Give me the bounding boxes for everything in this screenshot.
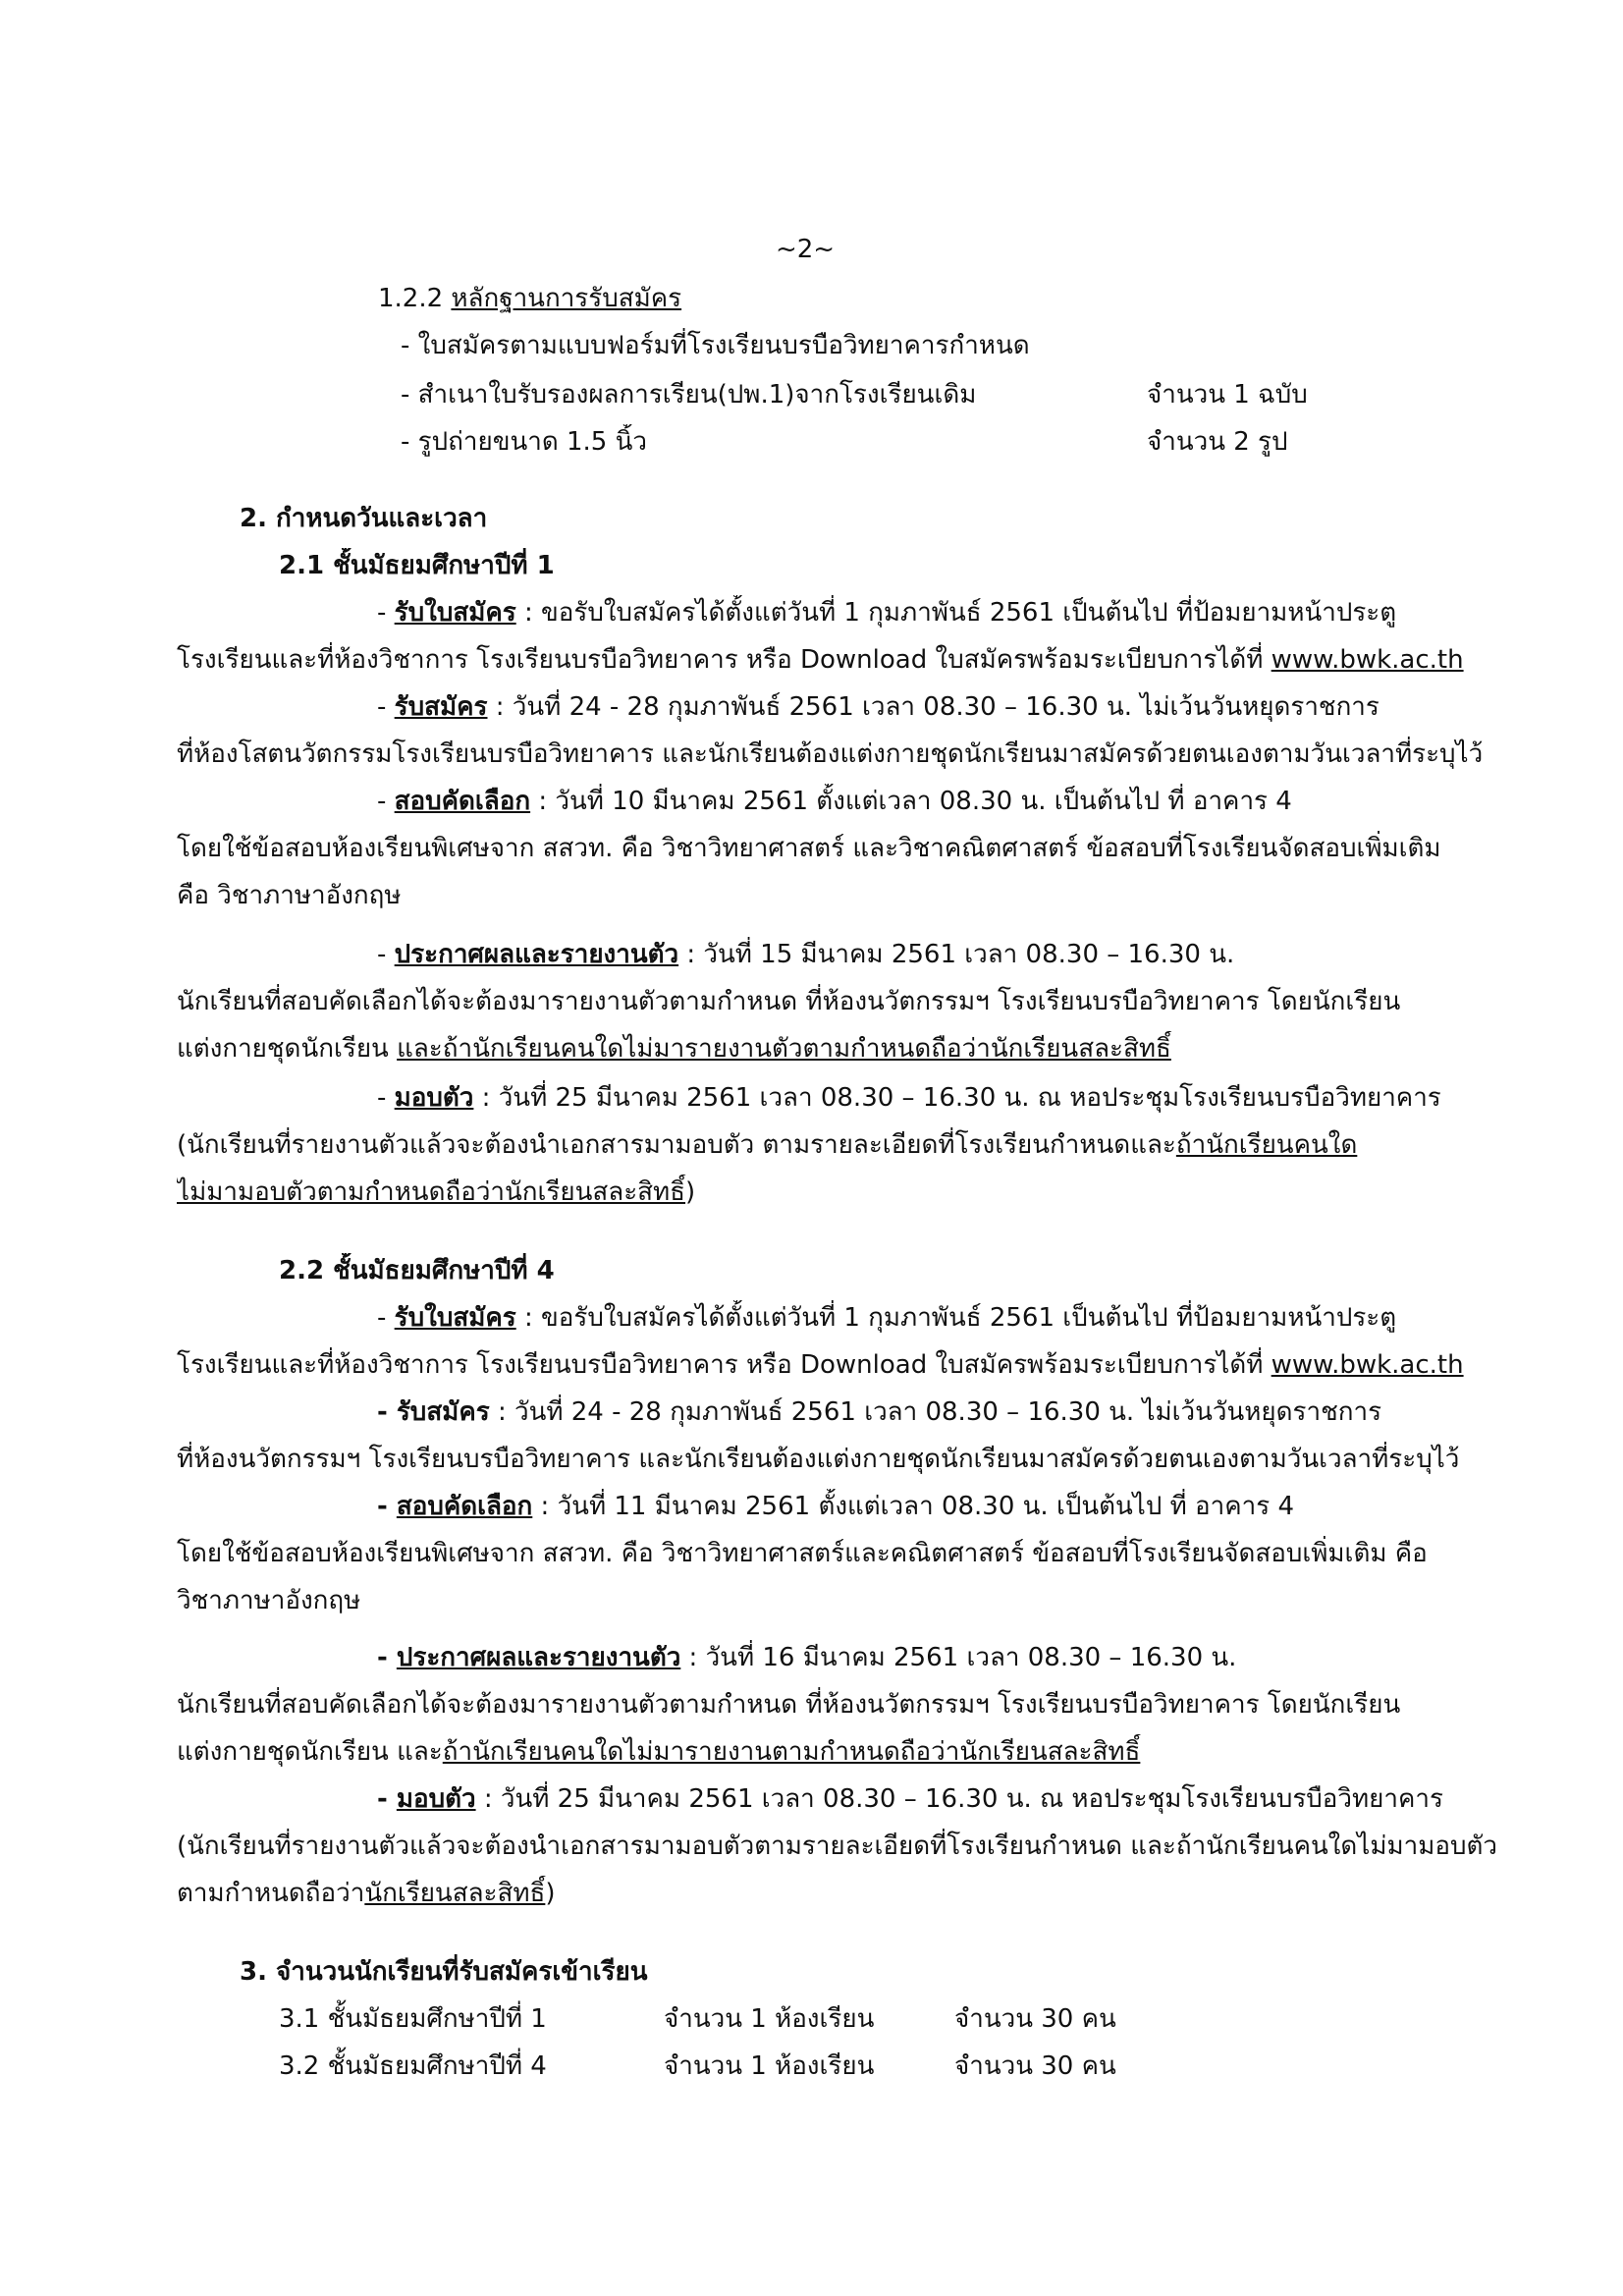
evidence-item-2-qty: จำนวน 1 ฉบับ: [1147, 380, 1308, 410]
m4-report-line-2: (นักเรียนที่รายงานตัวแล้วจะต้องนำเอกสารมามอบตัวตามรายละเอียดที่โรงเรียนกำหนด และถ้านักเรียนคนใดไม่มามอบตัว: [177, 1831, 1498, 1861]
section-2-2-title: 2.2 ชั้นมัธยมศึกษาปีที่ 4: [279, 1256, 555, 1285]
m1-report-line-2: (นักเรียนที่รายงานตัวแล้วจะต้องนำเอกสารมามอบตัว ตามรายละเอียดที่โรงเรียนกำหนดและถ้านักเรียนคนใด: [177, 1130, 1358, 1160]
section-3-row-2-level: 3.2 ชั้นมัธยมศึกษาปีที่ 4: [279, 2051, 547, 2081]
m1-apply-label: รับสมัคร: [394, 692, 488, 722]
m4-website-link[interactable]: www.bwk.ac.th: [1271, 1350, 1464, 1380]
section-2-title: 2. กำหนดวันและเวลา: [240, 504, 488, 533]
m1-report-line-1: - มอบตัว : วันที่ 25 มีนาคม 2561 เวลา 08.30 – 16.30 น. ณ หอประชุมโรงเรียนบรบือวิทยาคาร: [377, 1083, 1441, 1113]
section-3-row-2-students: จำนวน 30 คน: [954, 2051, 1116, 2081]
evidence-item-1: - ใบสมัครตามแบบฟอร์มที่โรงเรียนบรบือวิทยาคารกำหนด: [401, 331, 1030, 360]
m4-report-label: มอบตัว: [396, 1784, 476, 1814]
evidence-item-3: - รูปถ่ายขนาด 1.5 นิ้ว: [401, 427, 647, 457]
m4-receive-line-2: โรงเรียนและที่ห้องวิชาการ โรงเรียนบรบือวิทยาคาร หรือ Download ใบสมัครพร้อมระเบียบการได้ที่ www.bwk.ac.th: [177, 1350, 1464, 1380]
m4-exam-label: สอบคัดเลือก: [396, 1492, 533, 1521]
m4-receive-label: รับใบสมัคร: [394, 1303, 516, 1333]
m1-announce-line-2: นักเรียนที่สอบคัดเลือกได้จะต้องมารายงานตัวตามกำหนด ที่ห้องนวัตกรรมฯ โรงเรียนบรบือวิทยาคาร โดยนักเรียน: [177, 987, 1401, 1016]
m4-exam-line-1: - สอบคัดเลือก : วันที่ 11 มีนาคม 2561 ตั้งแต่เวลา 08.30 น. เป็นต้นไป ที่ อาคาร 4: [377, 1492, 1295, 1521]
m1-apply-line-2: ที่ห้องโสตนวัตกรรมโรงเรียนบรบือวิทยาคาร และนักเรียนต้องแต่งกายชุดนักเรียนมาสมัครด้วยตนเองตามวันเวลาที่ระบุไว้: [177, 739, 1484, 769]
m1-receive-line-1: - รับใบสมัคร : ขอรับใบสมัครได้ตั้งแต่วันที่ 1 กุมภาพันธ์ 2561 เป็นต้นไป ที่ป้อมยามหน้าประตู: [377, 598, 1397, 628]
m4-announce-line-2: นักเรียนที่สอบคัดเลือกได้จะต้องมารายงานตัวตามกำหนด ที่ห้องนวัตกรรมฯ โรงเรียนบรบือวิทยาคาร โดยนักเรียน: [177, 1690, 1401, 1720]
evidence-number: 1.2.2: [378, 284, 444, 313]
section-3-row-1-level: 3.1 ชั้นมัธยมศึกษาปีที่ 1: [279, 2004, 547, 2034]
section-3-row-1-rooms: จำนวน 1 ห้องเรียน: [664, 2004, 875, 2034]
evidence-title: หลักฐานการรับสมัคร: [451, 284, 682, 313]
m4-announce-label: ประกาศผลและรายงานตัว: [396, 1643, 681, 1672]
m4-exam-line-3: วิชาภาษาอังกฤษ: [177, 1586, 361, 1615]
m1-receive-label: รับใบสมัคร: [394, 598, 516, 628]
page-number: ~2~: [775, 235, 836, 264]
m1-website-link[interactable]: www.bwk.ac.th: [1271, 645, 1464, 675]
m1-announce-line-3: แต่งกายชุดนักเรียน และถ้านักเรียนคนใดไม่มารายงานตัวตามกำหนดถือว่านักเรียนสละสิทธิ์: [177, 1034, 1171, 1064]
m1-exam-line-3: คือ วิชาภาษาอังกฤษ: [177, 881, 402, 910]
m1-apply-line-1: - รับสมัคร : วันที่ 24 - 28 กุมภาพันธ์ 2561 เวลา 08.30 – 16.30 น. ไม่เว้นวันหยุดราชการ: [377, 692, 1380, 722]
m1-announce-label: ประกาศผลและรายงานตัว: [394, 940, 679, 969]
m4-announce-line-3: แต่งกายชุดนักเรียน และถ้านักเรียนคนใดไม่มารายงานตามกำหนดถือว่านักเรียนสละสิทธิ์: [177, 1737, 1141, 1767]
m4-report-line-1: - มอบตัว : วันที่ 25 มีนาคม 2561 เวลา 08.30 – 16.30 น. ณ หอประชุมโรงเรียนบรบือวิทยาคาร: [377, 1784, 1443, 1814]
m1-receive-line-2: โรงเรียนและที่ห้องวิชาการ โรงเรียนบรบือวิทยาคาร หรือ Download ใบสมัครพร้อมระเบียบการได้ที่ www.bwk.ac.th: [177, 645, 1464, 675]
m1-report-line-3: ไม่มามอบตัวตามกำหนดถือว่านักเรียนสละสิทธิ์): [177, 1177, 696, 1207]
section-3-title: 3. จำนวนนักเรียนที่รับสมัครเข้าเรียน: [240, 1957, 648, 1987]
evidence-item-2: - สำเนาใบรับรองผลการเรียน(ปพ.1)จากโรงเรียนเดิม: [401, 380, 977, 410]
m4-apply-label: รับสมัคร: [396, 1397, 490, 1427]
m4-report-line-3: ตามกำหนดถือว่านักเรียนสละสิทธิ์): [177, 1879, 556, 1908]
m4-announce-line-1: - ประกาศผลและรายงานตัว : วันที่ 16 มีนาคม 2561 เวลา 08.30 – 16.30 น.: [377, 1643, 1237, 1672]
m1-exam-line-1: - สอบคัดเลือก : วันที่ 10 มีนาคม 2561 ตั้งแต่เวลา 08.30 น. เป็นต้นไป ที่ อาคาร 4: [377, 787, 1292, 816]
m1-announce-line-1: - ประกาศผลและรายงานตัว : วันที่ 15 มีนาคม 2561 เวลา 08.30 – 16.30 น.: [377, 940, 1235, 969]
m1-report-label: มอบตัว: [394, 1083, 474, 1113]
section-3-row-1-students: จำนวน 30 คน: [954, 2004, 1116, 2034]
m4-exam-line-2: โดยใช้ข้อสอบห้องเรียนพิเศษจาก สสวท. คือ วิชาวิทยาศาสตร์และคณิตศาสตร์ ข้อสอบที่โรงเรียนจัดสอบเพิ่มเติม คือ: [177, 1539, 1428, 1568]
evidence-heading: [378, 281, 1623, 318]
section-3-row-2-rooms: จำนวน 1 ห้องเรียน: [664, 2051, 875, 2081]
section-2-1-title: 2.1 ชั้นมัธยมศึกษาปีที่ 1: [279, 551, 555, 580]
m4-apply-line-1: - รับสมัคร : วันที่ 24 - 28 กุมภาพันธ์ 2561 เวลา 08.30 – 16.30 น. ไม่เว้นวันหยุดราชการ: [377, 1397, 1382, 1427]
m1-exam-label: สอบคัดเลือก: [394, 787, 531, 816]
m4-receive-line-1: - รับใบสมัคร : ขอรับใบสมัครได้ตั้งแต่วันที่ 1 กุมภาพันธ์ 2561 เป็นต้นไป ที่ป้อมยามหน้าประตู: [377, 1303, 1397, 1333]
evidence-item-3-qty: จำนวน 2 รูป: [1147, 427, 1288, 457]
m1-exam-line-2: โดยใช้ข้อสอบห้องเรียนพิเศษจาก สสวท. คือ วิชาวิทยาศาสตร์ และวิชาคณิตศาสตร์ ข้อสอบที่โรงเรียนจัดสอบเพิ่มเติม: [177, 834, 1441, 863]
m4-apply-line-2: ที่ห้องนวัตกรรมฯ โรงเรียนบรบือวิทยาคาร และนักเรียนต้องแต่งกายชุดนักเรียนมาสมัครด้วยตนเองตามวันเวลาที่ระบุไว้: [177, 1445, 1460, 1474]
